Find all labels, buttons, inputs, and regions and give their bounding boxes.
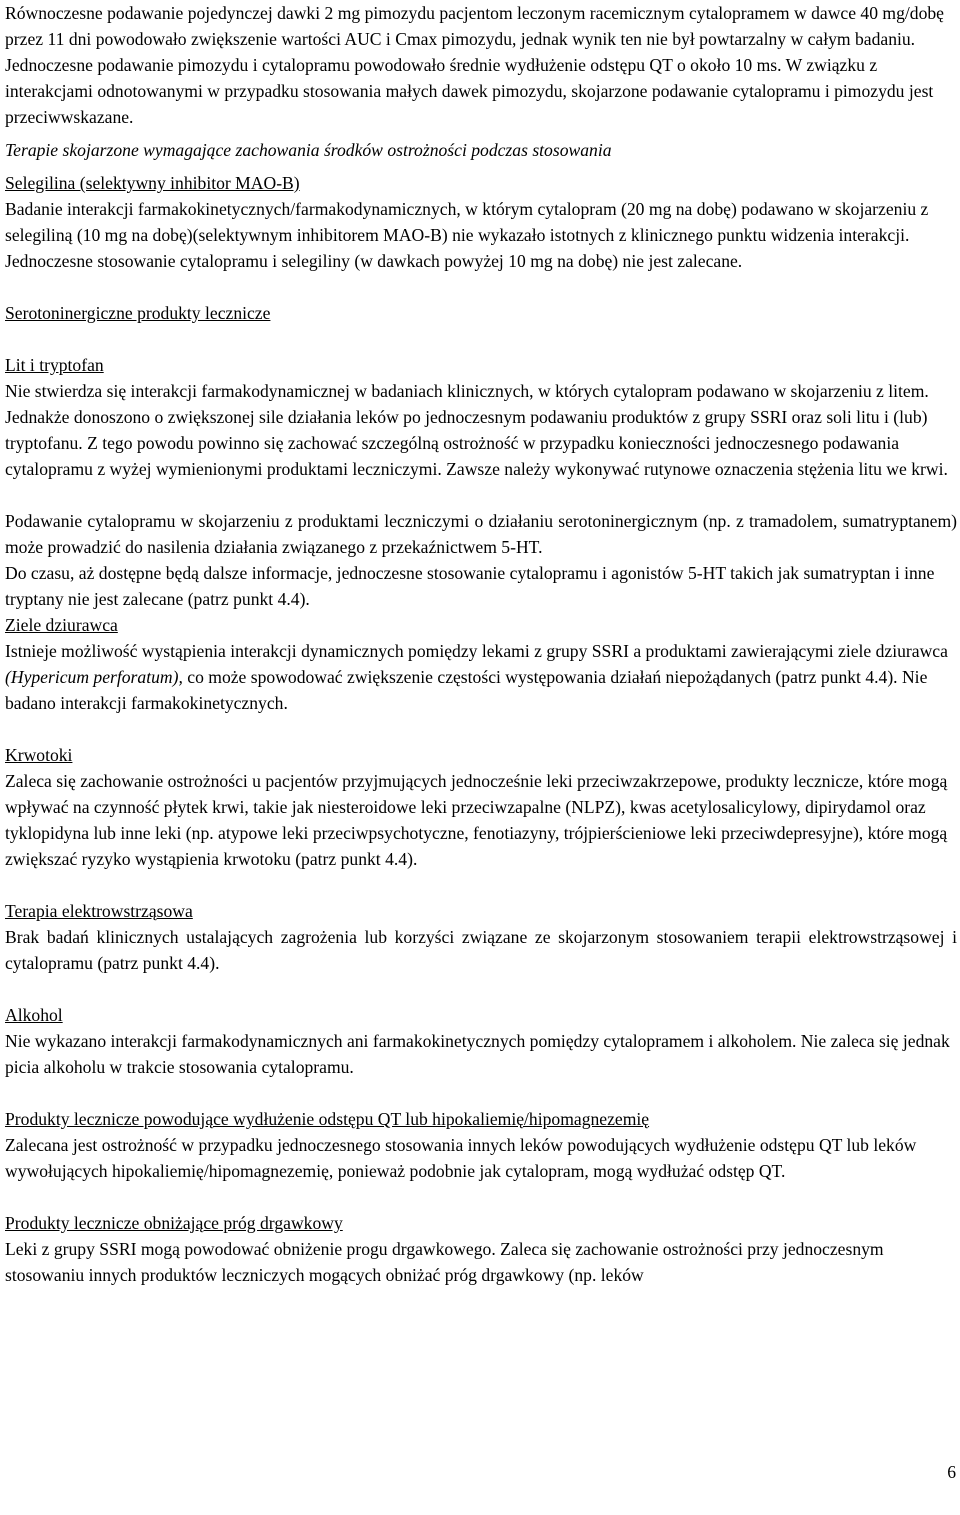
st-johns-text-before: Istnieje możliwość wystąpienia interakcji dynamicznych pomiędzy lekami z grupy SSRI a produktami zawierającymi ziele dziurawca: [5, 641, 948, 661]
spacer: [5, 163, 957, 170]
spacer: [5, 482, 957, 508]
caution-section-heading: Terapie skojarzone wymagające zachowania środków ostrożności podczas stosowania: [5, 140, 612, 160]
document-page: [5, 0, 957, 1288]
spacer: [5, 1184, 957, 1210]
spacer: [5, 326, 957, 352]
lithium-heading: Lit i tryptofan: [5, 355, 104, 375]
serotonergic-paragraph-1: Podawanie cytalopramu w skojarzeniu z produktami leczniczymi o działaniu serotoninergicznym (np. z tramadolem, sumatryptanem) może prowadzić do nasilenia działania związanego z przekaźnictwem 5-HT.: [5, 511, 957, 557]
selegiline-paragraph: Badanie interakcji farmakokinetycznych/farmakodynamicznych, w którym cytalopram (20 mg na dobę) podawano w skojarzeniu z selegiliną (10 mg na dobę)(selektywnym inhibitorem MAO-B) nie wykazało istotnych z klinicznego punktu widzenia interakcji. Jednoczesne stosowanie cytalopramu i selegiliny (w dawkach powyżej 10 mg na dobę) nie jest zalecane.: [5, 199, 929, 271]
intro-paragraph: Równoczesne podawanie pojedynczej dawki 2 mg pimozydu pacjentom leczonym racemicznym cytalopramem w dawce 40 mg/dobę przez 11 dni powodowało zwiększenie wartości AUC i Cmax pimozydu, jednak wynik ten nie był powtarzalny w całym badaniu. Jednoczesne podawanie pimozydu i cytalopramu powodowało średnie wydłużenie odstępu QT o około 10 ms. W związku z interakcjami odnotowanymi w przypadku stosowania małych dawek pimozydu, skojarzone podawanie cytalopramu i pimozydu jest przeciwwskazane.: [5, 3, 944, 127]
bleeding-paragraph: Zaleca się zachowanie ostrożności u pacjentów przyjmujących jednocześnie leki przeciwzakrzepowe, produkty lecznicze, które mogą wpływać na czynność płytek krwi, takie jak niesteroidowe leki przeciwzapalne (NLPZ), kwas acetylosalicylowy, dipirydamol oraz tyklopidyna lub inne leki (np. atypowe leki przeciwpsychotyczne, fenotiazyny, trójpierścieniowe leki przeciwdepresyjne), które mogą zwiększać ryzyko wystąpienia krwotoku (patrz punkt 4.4).: [5, 771, 948, 869]
selegiline-heading: Selegilina (selektywny inhibitor MAO-B): [5, 173, 300, 193]
lithium-paragraph: Nie stwierdza się interakcji farmakodynamicznej w badaniach klinicznych, w których cytalopram podawano w skojarzeniu z litem. Jednakże donoszono o zwiększonej sile działania leków po jednoczesnym podawaniu produktów z grupy SSRI oraz soli litu i (lub) tryptofanu. Z tego powodu powinno się zachować szczególną ostrożność w przypadku konieczności jednoczesnego podawania cytalopramu z wyżej wymienionymi produktami leczniczymi. Zawsze należy wykonywać rutynowe oznaczenia stężenia litu we krwi.: [5, 381, 948, 479]
serotonergic-paragraph-2: Do czasu, aż dostępne będą dalsze informacje, jednoczesne stosowanie cytalopramu i agonistów 5-HT takich jak sumatryptan i inne tryptany nie jest zalecane (patrz punkt 4.4).: [5, 563, 935, 609]
st-johns-wort-heading: Ziele dziurawca: [5, 615, 118, 635]
qt-heading: Produkty lecznicze powodujące wydłużenie odstępu QT lub hipokaliemię/hipomagnezemię: [5, 1109, 650, 1129]
st-johns-wort-paragraph: [5, 638, 957, 716]
st-johns-latin-name: (Hypericum perforatum),: [5, 667, 183, 687]
spacer: [5, 872, 957, 898]
ect-heading: Terapia elektrowstrząsowa: [5, 901, 193, 921]
spacer: [5, 716, 957, 742]
serotonergic-heading: Serotoninergiczne produkty lecznicze: [5, 303, 271, 323]
seizure-paragraph: Leki z grupy SSRI mogą powodować obniżenie progu drgawkowego. Zaleca się zachowanie ostrożności przy jednoczesnym stosowaniu innych produktów leczniczych mogących obniżać próg drgawkowy (np. leków: [5, 1239, 884, 1285]
page-number: 6: [947, 1462, 956, 1482]
spacer: [5, 1080, 957, 1106]
st-johns-text-after: co może spowodować zwiększenie częstości występowania działań niepożądanych (patrz punkt 4.4). Nie badano interakcji farmakokinetycznych.: [5, 667, 928, 713]
bleeding-heading: Krwotoki: [5, 745, 73, 765]
seizure-heading: Produkty lecznicze obniżające próg drgawkowy: [5, 1213, 343, 1233]
spacer: [5, 130, 957, 137]
alcohol-heading: Alkohol: [5, 1005, 63, 1025]
spacer: [5, 976, 957, 1002]
spacer: [5, 274, 957, 300]
ect-paragraph: Brak badań klinicznych ustalających zagrożenia lub korzyści związane ze skojarzonym stosowaniem terapii elektrowstrząsowej i cytalopramu (patrz punkt 4.4).: [5, 927, 957, 973]
qt-paragraph: Zalecana jest ostrożność w przypadku jednoczesnego stosowania innych leków powodujących wydłużenie odstępu QT lub leków wywołujących hipokaliemię/hipomagnezemię, ponieważ podobnie jak cytalopram, mogą wydłużać odstęp QT.: [5, 1135, 917, 1181]
alcohol-paragraph: Nie wykazano interakcji farmakodynamicznych ani farmakokinetycznych pomiędzy cytalopramem i alkoholem. Nie zaleca się jednak picia alkoholu w trakcie stosowania cytalopramu.: [5, 1031, 950, 1077]
